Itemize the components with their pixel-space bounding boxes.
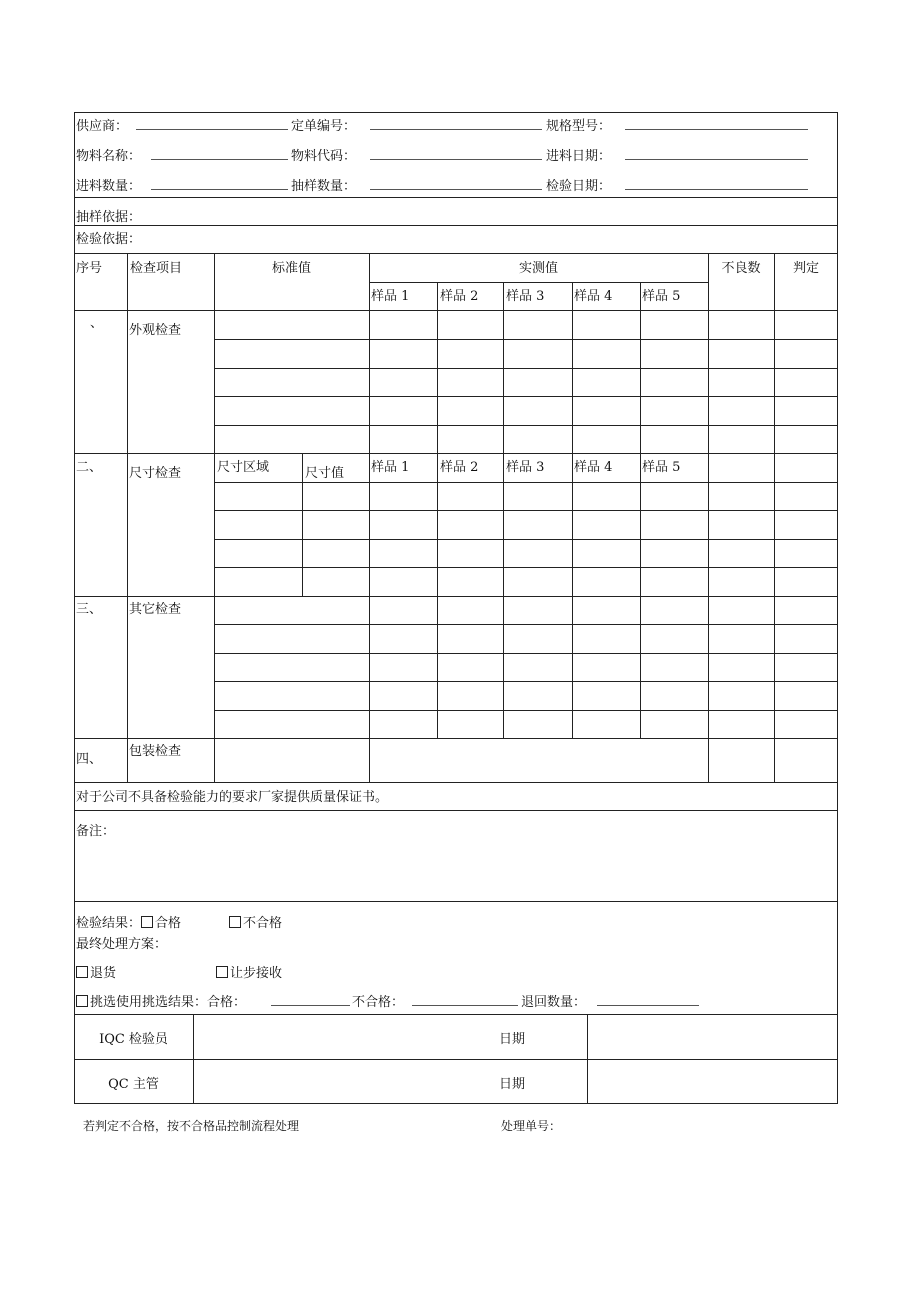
fail-checkbox[interactable] — [229, 916, 241, 928]
dimension-seq: 二、 — [76, 460, 103, 475]
divider — [74, 253, 838, 254]
table-rule — [369, 253, 370, 782]
material-name-field[interactable] — [151, 159, 288, 160]
sort-checkbox[interactable] — [76, 995, 88, 1007]
table-rule — [214, 510, 838, 511]
sample-5-label: 样品 5 — [642, 289, 681, 304]
sort-option — [76, 991, 246, 1010]
dim-sample-2: 样品 2 — [440, 460, 479, 475]
inspection-date-label: 检验日期： — [546, 179, 612, 194]
incoming-date-label: 进料日期： — [546, 149, 612, 164]
fail-option — [229, 912, 282, 931]
col-judgement: 判定 — [792, 261, 819, 276]
table-rule — [74, 1014, 838, 1015]
col-defects: 不良数 — [721, 261, 761, 276]
pass-checkbox[interactable] — [141, 916, 153, 928]
appearance-seq: 、 — [90, 316, 104, 331]
dim-sample-5: 样品 5 — [642, 460, 681, 475]
dim-sample-1: 样品 1 — [371, 460, 410, 475]
table-rule — [587, 1014, 588, 1104]
sample-qty-label: 抽样数量： — [291, 179, 357, 194]
table-rule — [214, 567, 838, 568]
sample-qty-field[interactable] — [370, 189, 542, 190]
dimension-value-label: 尺寸值 — [305, 466, 345, 481]
table-rule — [74, 310, 838, 311]
return-option — [76, 962, 116, 981]
divider — [74, 225, 838, 226]
footer-note: 若判定不合格，按不合格品控制流程处理 — [83, 1119, 300, 1133]
sort-label: 挑选使用挑选结果：合格： — [90, 995, 247, 1010]
spec-field[interactable] — [625, 129, 808, 130]
sort-pass-field[interactable] — [271, 1005, 350, 1006]
sort-fail-label: 不合格： — [352, 995, 405, 1010]
table-rule — [214, 425, 838, 426]
order-no-label: 定单编号： — [291, 119, 357, 134]
dim-sample-3: 样品 3 — [506, 460, 545, 475]
sampling-basis-label: 抽样依据： — [76, 210, 142, 225]
inspection-date-field[interactable] — [625, 189, 808, 190]
material-code-label: 物料代码： — [291, 149, 357, 164]
table-rule — [74, 901, 838, 902]
divider — [74, 197, 838, 198]
result-label: 检验结果： — [76, 916, 142, 931]
concession-label: 让步接收 — [230, 966, 283, 981]
return-label: 退货 — [90, 966, 117, 981]
table-rule — [214, 368, 838, 369]
returned-qty-field[interactable] — [597, 1005, 699, 1006]
iqc-inspector-label: IQC 检验员 — [99, 1032, 168, 1047]
table-rule — [193, 1014, 194, 1104]
table-rule — [74, 1059, 838, 1060]
supplier-label: 供应商： — [76, 119, 129, 134]
divider — [369, 282, 708, 283]
col-item: 检查项目 — [130, 261, 183, 276]
incoming-date-field[interactable] — [625, 159, 808, 160]
packaging-name: 包装检查 — [129, 744, 182, 759]
pass-label: 合格 — [155, 916, 182, 931]
incoming-qty-label: 进料数量： — [76, 179, 142, 194]
table-rule — [503, 282, 504, 738]
return-checkbox[interactable] — [76, 966, 88, 978]
other-name: 其它检查 — [129, 602, 182, 617]
material-code-field[interactable] — [370, 159, 542, 160]
table-rule — [302, 453, 303, 596]
table-rule — [74, 782, 838, 783]
returned-qty-label: 退回数量： — [521, 995, 587, 1010]
table-rule — [74, 596, 838, 597]
fail-label: 不合格 — [243, 916, 283, 931]
dim-sample-4: 样品 4 — [574, 460, 613, 475]
order-no-field[interactable] — [370, 129, 542, 130]
table-rule — [774, 253, 775, 782]
disposition-label: 最终处理方案： — [76, 937, 168, 952]
qc-date-label: 日期 — [499, 1077, 526, 1092]
incoming-qty-field[interactable] — [151, 189, 288, 190]
sample-4-label: 样品 4 — [574, 289, 613, 304]
appearance-name: 外观检查 — [129, 323, 182, 338]
table-rule — [214, 653, 838, 654]
table-rule — [214, 681, 838, 682]
table-rule — [640, 282, 641, 738]
remarks-label: 备注： — [76, 824, 116, 839]
table-rule — [708, 253, 709, 782]
table-rule — [214, 339, 838, 340]
sample-1-label: 样品 1 — [371, 289, 410, 304]
sample-3-label: 样品 3 — [506, 289, 545, 304]
col-seq: 序号 — [76, 261, 103, 276]
dimension-area-label: 尺寸区域 — [217, 460, 270, 475]
material-name-label: 物料名称： — [76, 149, 142, 164]
handling-no-label: 处理单号： — [501, 1119, 562, 1133]
table-rule — [214, 710, 838, 711]
iqc-date-label: 日期 — [499, 1032, 526, 1047]
table-rule — [572, 282, 573, 738]
spec-label: 规格型号： — [546, 119, 612, 134]
table-rule — [214, 539, 838, 540]
table-rule — [214, 624, 838, 625]
table-rule — [127, 253, 128, 782]
table-rule — [214, 482, 838, 483]
col-standard: 标准值 — [271, 261, 311, 276]
concession-option — [216, 962, 282, 981]
supplier-field[interactable] — [136, 129, 288, 130]
table-rule — [74, 810, 838, 811]
other-seq: 三、 — [76, 602, 103, 617]
qc-manager-label: QC 主管 — [108, 1077, 159, 1092]
packaging-seq: 四、 — [76, 752, 103, 767]
table-rule — [214, 253, 215, 782]
dimension-name: 尺寸检查 — [129, 466, 182, 481]
quality-cert-note: 对于公司不具备检验能力的要求厂家提供质量保证书。 — [76, 790, 389, 805]
table-rule — [74, 738, 838, 739]
inspection-basis-label: 检验依据： — [76, 232, 142, 247]
sort-fail-field[interactable] — [412, 1005, 518, 1006]
table-rule — [437, 282, 438, 738]
table-rule — [74, 453, 838, 454]
col-measured: 实测值 — [518, 261, 558, 276]
table-rule — [214, 396, 838, 397]
concession-checkbox[interactable] — [216, 966, 228, 978]
sample-2-label: 样品 2 — [440, 289, 479, 304]
result-row — [76, 912, 181, 931]
